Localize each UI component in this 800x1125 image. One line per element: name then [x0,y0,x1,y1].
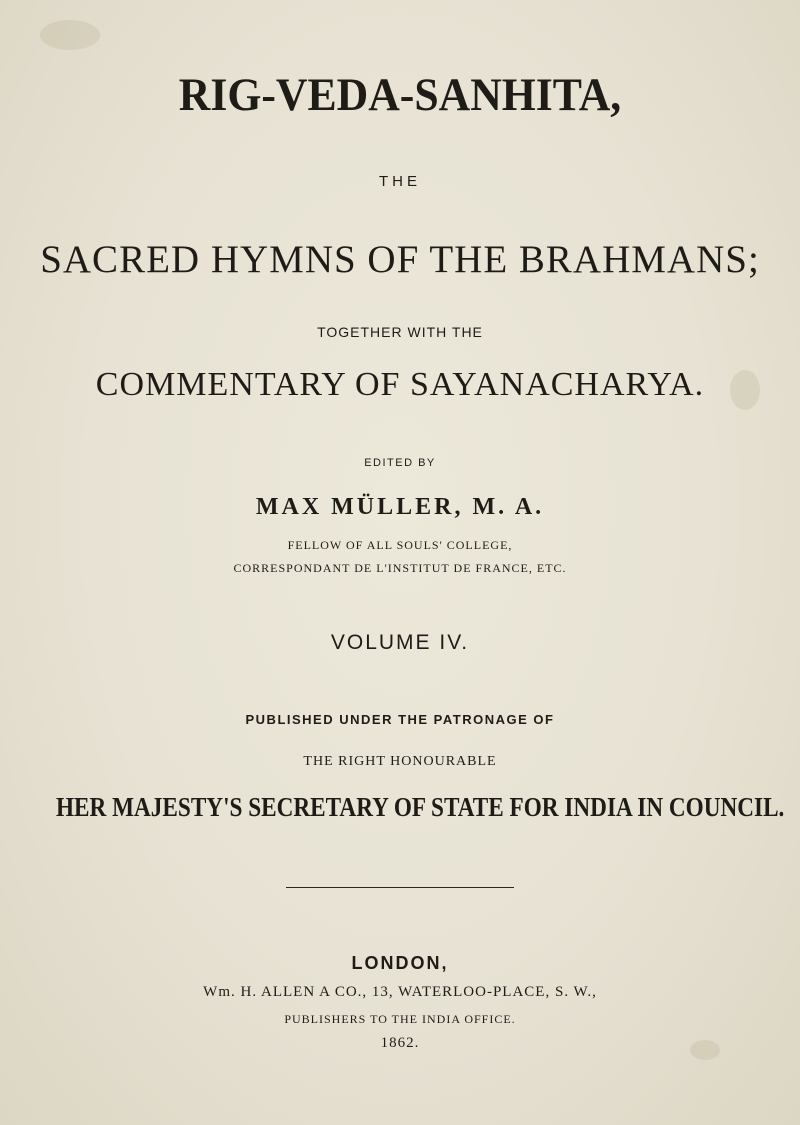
publisher-imprint: Wm. H. ALLEN A CO., 13, WATERLOO-PLACE, S. W., [203,984,597,1000]
editor-correspondant: CORRESPONDANT DE L'INSTITUT DE FRANCE, ETC. [233,561,567,575]
the-line: THE [379,173,421,190]
patronage-line: PUBLISHED UNDER THE PATRONAGE OF [245,712,555,727]
editor-affiliation: FELLOW OF ALL SOULS' COLLEGE, [287,538,513,552]
divider-rule [286,887,514,888]
publisher-title: PUBLISHERS TO THE INDIA OFFICE. [284,1012,516,1026]
volume-number: VOLUME IV. [330,631,470,654]
commentary-line: COMMENTARY OF SAYANACHARYA. [95,366,705,403]
book-title: RIG-VEDA-SANHITA, [178,69,622,121]
paper-stain [40,20,100,50]
place-of-publication: LONDON, [351,953,449,973]
honourable-line: THE RIGHT HONOURABLE [303,754,497,769]
subtitle: SACRED HYMNS OF THE BRAHMANS; [40,238,760,281]
together-line: TOGETHER WITH THE [317,324,483,340]
editor-name: MAX MÜLLER, M. A. [255,494,545,520]
edited-by: EDITED BY [364,457,436,469]
publication-year: 1862. [380,1035,420,1051]
secretary-line: HER MAJESTY'S SECRETARY OF STATE FOR INDIA IN COUNCIL. [56,792,785,822]
